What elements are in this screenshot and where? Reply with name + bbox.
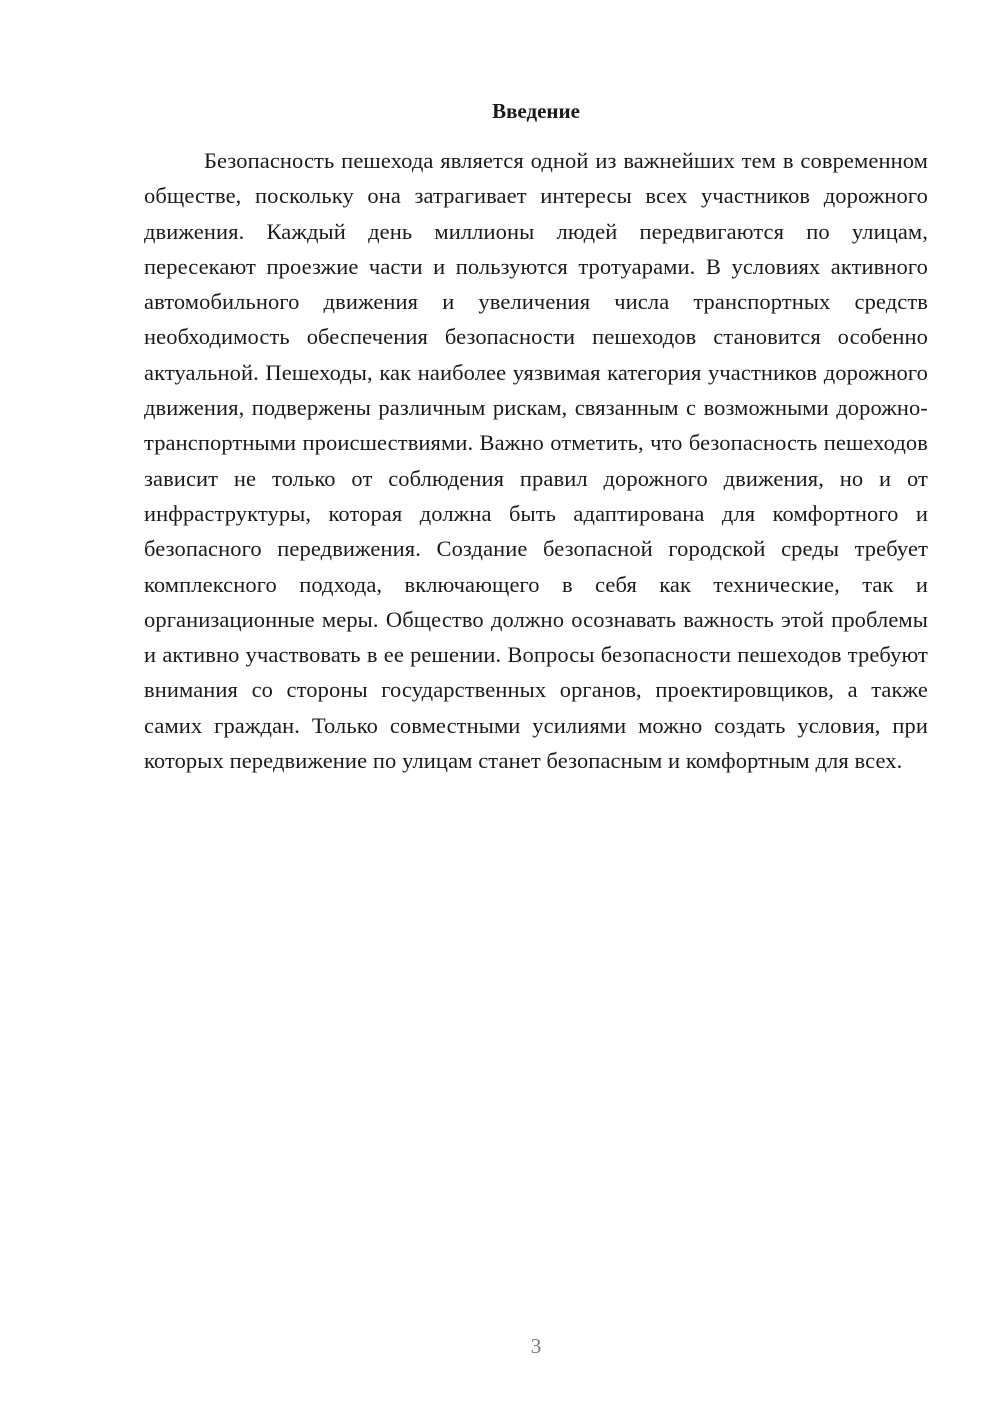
- section-heading: Введение: [492, 99, 580, 123]
- page-number: 3: [530, 1334, 542, 1358]
- body-paragraph: Безопасность пешехода является одной из важнейших тем в современном обществе, поскольку она затрагивает интересы всех участников дорожного движения. Каждый день миллионы людей передвигаются по улицам, пересекают проезжие части и пользуются тротуарами. В условиях активного автомобильного движения и увеличения числа транспортных средств необходимость обеспечения безопасности пешеходов становится особенно актуальной. Пешеходы, как наиболее уязвимая категория участников дорожного движения, подвержены различным рискам, связанным с возможными дорожно-транспортными происшествиями. Важно отметить, что безопасность пешеходов зависит не только от соблюдения правил дорожного движения, но и от инфраструктуры, которая должна быть адаптирована для комфортного и безопасного передвижения. Создание безопасной городской среды требует комплексного подхода, включающего в себя как технические, так и организационные меры. Общество должно осознавать важность этой проблемы и активно участвовать в ее решении. Вопросы безопасности пешеходов требуют внимания со стороны государственных органов, проектировщиков, а также самих граждан. Только совместными усилиями можно создать условия, при которых передвижение по улицам станет безопасным и комфортным для всех.: [144, 148, 928, 774]
